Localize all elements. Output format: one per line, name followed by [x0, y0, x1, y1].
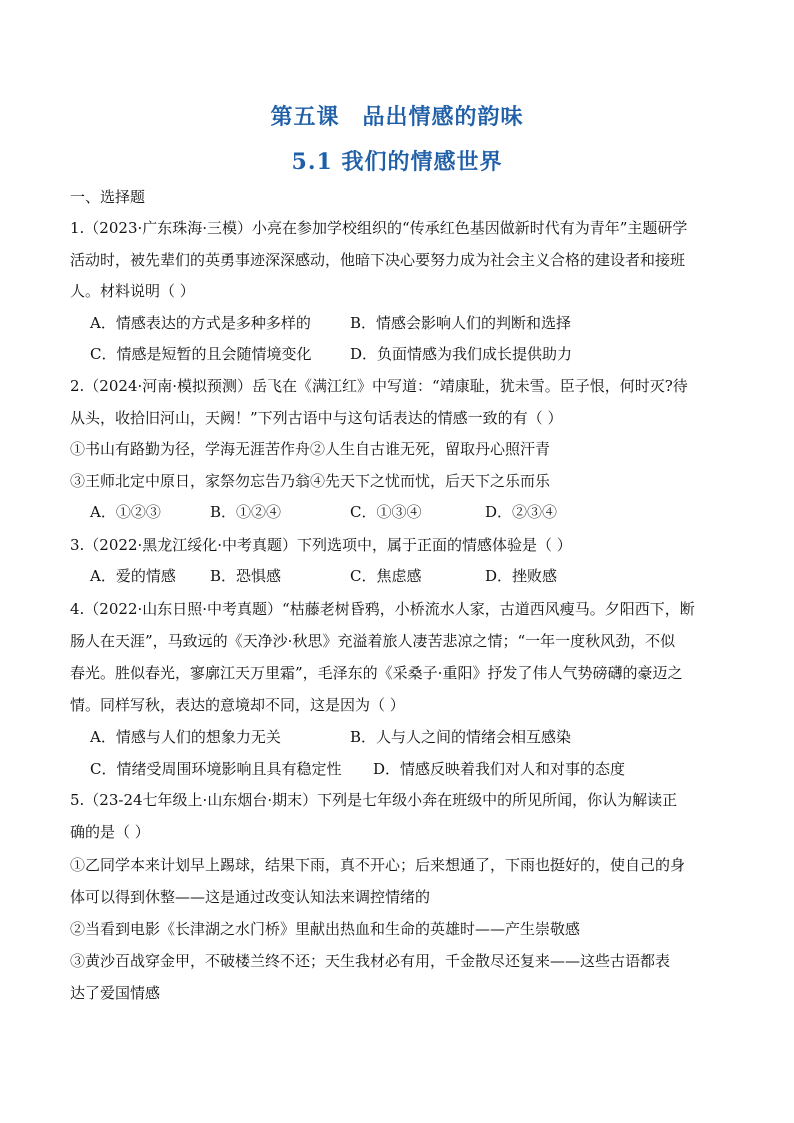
- q5-line-6: ③黄沙百战穿金甲，不破楼兰终不还；天生我材必有用，千金散尽还复来——这些古语都表: [70, 952, 671, 970]
- q1-line-1: 1.（2023·广东珠海·三模）小亮在参加学校组织的“传承红色基因做新时代有为青年”主题研学: [70, 219, 688, 237]
- q2-line-4: ③王师北定中原日，家祭勿忘告乃翁④先天下之忧而忧，后天下之乐而乐: [70, 472, 551, 490]
- q1-line-2: 活动时，被先辈们的英勇事迹深深感动，他暗下决心要努力成为社会主义合格的建设者和接班: [70, 251, 686, 269]
- q2-option-d[interactable]: D．②③④: [485, 503, 558, 521]
- q5-line-1: 5.（23-24七年级上·山东烟台·期末）下列是七年级小奔在班级中的所见所闻，你认为解读正: [70, 791, 678, 809]
- q3-line-1: 3.（2022·黑龙江绥化·中考真题）下列选项中，属于正面的情感体验是（ ）: [70, 536, 572, 554]
- section-heading: 一、选择题: [70, 188, 146, 206]
- q5-line-5: ②当看到电影《长津湖之水门桥》里献出热血和生命的英雄时——产生崇敬感: [70, 920, 581, 938]
- q4-line-4: 情。同样写秋，表达的意境却不同，这是因为（ ）: [70, 696, 405, 714]
- q4-line-1: 4.（2022·山东日照·中考真题）“枯藤老树昏鸦，小桥流水人家，古道西风瘦马。夕阳西下，断: [70, 600, 695, 618]
- q4-line-2: 肠人在天涯”，马致远的《天净沙·秋思》充溢着旅人凄苦悲凉之情；“一年一度秋风劲，不似: [70, 632, 676, 650]
- q2-option-a[interactable]: A．①②③: [90, 503, 161, 521]
- q5-line-4: 体可以得到休整——这是通过改变认知法来调控情绪的: [70, 888, 431, 906]
- q3-option-a[interactable]: A．爱的情感: [90, 567, 176, 585]
- q2-line-2: 从头，收拾旧河山，天阙！”下列古语中与这句话表达的情感一致的有（ ）: [70, 409, 563, 427]
- q3-option-d[interactable]: D．挫败感: [485, 567, 558, 585]
- q2-option-b[interactable]: B．①②④: [210, 503, 282, 521]
- q4-option-c[interactable]: C．情绪受周围环境影响且具有稳定性: [90, 760, 342, 778]
- q2-option-c[interactable]: C．①③④: [350, 503, 422, 521]
- q4-option-b[interactable]: B．人与人之间的情绪会相互感染: [350, 728, 572, 746]
- q5-line-3: ①乙同学本来计划早上踢球，结果下雨，真不开心；后来想通了，下雨也挺好的，使自己的身: [70, 856, 686, 874]
- q1-option-b[interactable]: B．情感会影响人们的判断和选择: [350, 314, 572, 332]
- q1-option-a[interactable]: A．情感表达的方式是多种多样的: [90, 314, 311, 332]
- q3-option-b[interactable]: B．恐惧感: [210, 567, 282, 585]
- q2-line-1: 2.（2024·河南·模拟预测）岳飞在《满江红》中写道：“靖康耻，犹未雪。臣子恨，何时灭?待: [70, 377, 688, 395]
- page-subtitle: 5.1 我们的情感世界: [291, 149, 503, 175]
- q5-line-7: 达了爱国情感: [70, 984, 161, 1002]
- q1-option-d[interactable]: D．负面情感为我们成长提供助力: [350, 345, 573, 363]
- q5-line-2: 确的是（ ）: [70, 823, 150, 841]
- q2-line-3: ①书山有路勤为径，学海无涯苦作舟②人生自古谁无死，留取丹心照汗青: [70, 440, 551, 458]
- q1-option-c[interactable]: C．情感是短暂的且会随情境变化: [90, 345, 312, 363]
- q4-option-a[interactable]: A．情感与人们的想象力无关: [90, 728, 281, 746]
- q1-line-3: 人。材料说明（ ）: [70, 282, 195, 300]
- q4-option-d[interactable]: D．情感反映着我们对人和对事的态度: [373, 760, 626, 778]
- q4-line-3: 春光。胜似春光，寥廓江天万里霜”，毛泽东的《采桑子·重阳》抒发了伟人气势磅礴的豪迈之: [70, 664, 683, 682]
- page-title: 第五课 品出情感的韵味: [270, 104, 524, 130]
- q3-option-c[interactable]: C．焦虑感: [350, 567, 422, 585]
